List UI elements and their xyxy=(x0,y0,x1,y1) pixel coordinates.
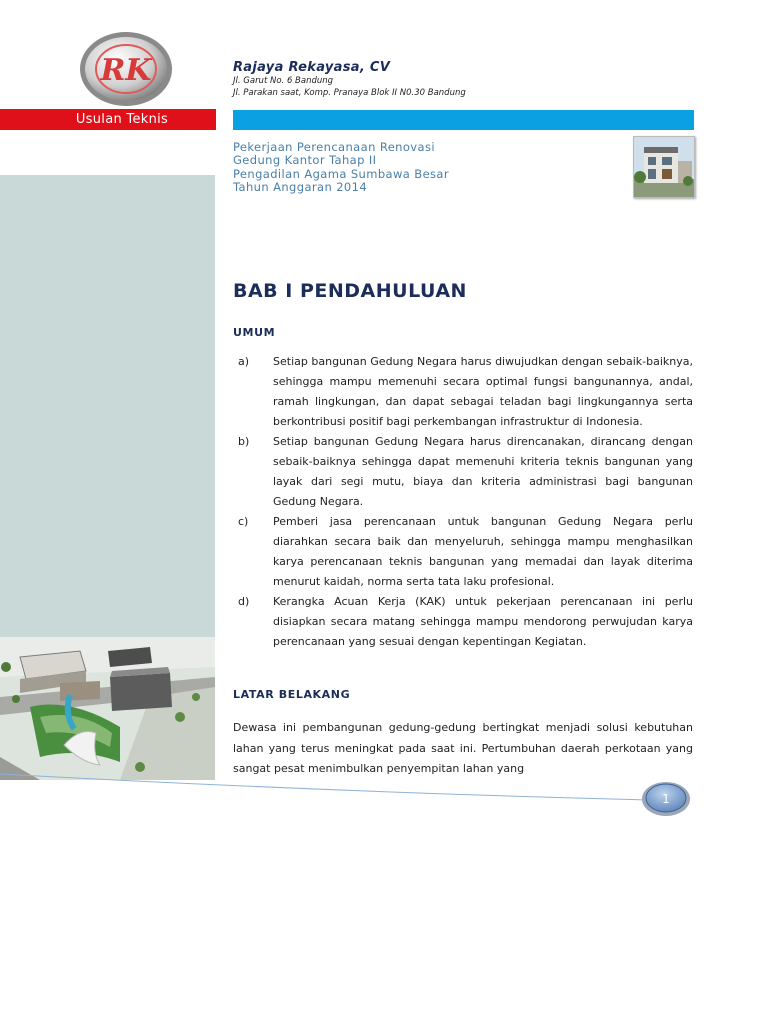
page-number-badge xyxy=(641,781,691,817)
company-info xyxy=(233,60,693,99)
project-title xyxy=(233,141,623,194)
company-address-1: Jl. Garut No. 6 Bandung xyxy=(233,76,334,86)
banner-label: Usulan Teknis xyxy=(75,112,169,127)
sidebar-panel xyxy=(0,175,215,637)
project-line-2: Gedung Kantor Tahap II xyxy=(233,153,377,168)
list-item-text: Kerangka Acuan Kerja (KAK) untuk pekerjaan perencanaan ini perlu disiapkan secara matang sehingga mampu mendorong perwujudan karya perencanaan yang sesuai dengan kepentingan Kegiatan. xyxy=(273,595,693,648)
project-line-3: Pengadilan Agama Sumbawa Besar xyxy=(233,166,450,181)
company-logo xyxy=(78,30,174,108)
company-address-2: Jl. Parakan saat, Komp. Pranaya Blok II N0.30 Bandung xyxy=(233,88,466,98)
list-item-label: a) xyxy=(238,355,250,368)
list-item-text: Setiap bangunan Gedung Negara harus diwujudkan dengan sebaik-baiknya, sehingga mampu memenuhi secara optimal fungsi bangunannya, andal, ramah lingkungan, dan dapat sebagai teladan bagi lingkungannya serta berkontribusi positif bagi perkembangan infrastruktur di Indonesia. xyxy=(273,355,693,428)
list-item-label: d) xyxy=(238,595,250,608)
list-item-text: Pemberi jasa perencanaan untuk bangunan Gedung Negara perlu diarahkan secara baik dan menyeluruh, sehingga mampu menghasilkan karya perencanaan teknis bangunan yang memadai dan layak diterima menurut kaidah, norma serta tata laku profesional. xyxy=(273,515,693,588)
header-accent-bar xyxy=(233,110,694,130)
chapter-title: BAB I PENDAHULUAN xyxy=(233,280,467,302)
list-item xyxy=(233,432,693,512)
section-title-umum: UMUM xyxy=(233,326,276,339)
company-name: Rajaya Rekayasa, CV xyxy=(233,60,391,75)
list-item-text: Setiap bangunan Gedung Negara harus direncanakan, dirancang dengan sebaik-baiknya sehingga dapat memenuhi kriteria teknis bangunan yang layak dari segi mutu, biaya dan kriteria administrasi bagi bangunan Gedung Negara. xyxy=(273,435,693,508)
document-type-banner xyxy=(0,109,216,130)
list-item-label: c) xyxy=(238,515,249,528)
project-line-4: Tahun Anggaran 2014 xyxy=(233,179,368,194)
background-paragraph: Dewasa ini pembangunan gedung-gedung bertingkat menjadi solusi kebutuhan lahan yang terus meningkat pada saat ini. Pertumbuhan daerah perkotaan yang sangat pesat menimbulkan penyempitan lahan yang xyxy=(233,721,693,775)
section-title-latar-belakang: LATAR BELAKANG xyxy=(233,688,351,701)
building-photo-thumbnail xyxy=(633,136,695,198)
logo-monogram: RK xyxy=(100,53,152,88)
list-item-label: b) xyxy=(238,435,250,448)
list-item xyxy=(233,352,693,432)
list-item xyxy=(233,512,693,592)
umum-list xyxy=(233,352,693,652)
list-item xyxy=(233,592,693,652)
page-number: 1 xyxy=(662,792,670,806)
project-line-1: Pekerjaan Perencanaan Renovasi xyxy=(233,140,435,154)
